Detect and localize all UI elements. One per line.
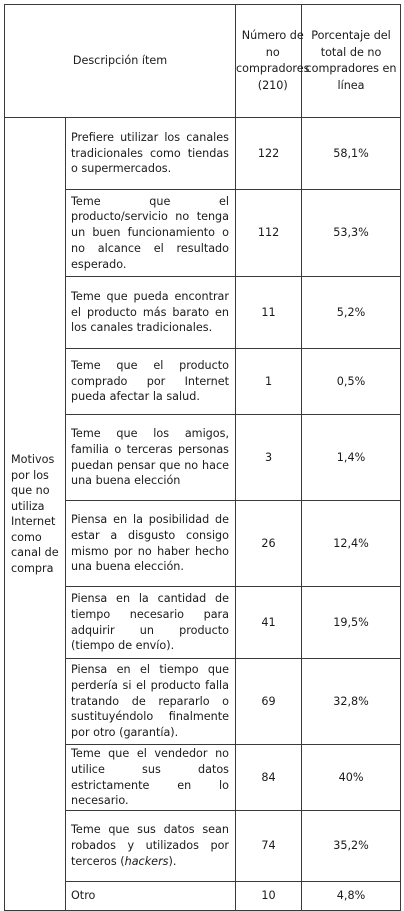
row-description: Teme que el producto comprado por Internet pueda afectar la salud. <box>66 349 236 415</box>
header-count: Número de no compradores (210) <box>236 5 302 118</box>
table-row <box>5 118 401 190</box>
row-count: 84 <box>236 745 302 811</box>
row-count: 11 <box>236 277 302 349</box>
row-count: 26 <box>236 501 302 587</box>
row-count: 41 <box>236 587 302 659</box>
row-percent: 0,5% <box>302 349 401 415</box>
row-description: Teme que el vendedor no utilice sus datos estrictamente en lo necesario. <box>66 745 236 811</box>
row-percent: 4,8% <box>302 882 401 911</box>
row-description: Piensa en el tiempo que perdería si el producto falla tratando de repararlo o sustituyéndolo finalmente por otro (garantía). <box>66 659 236 745</box>
row-percent: 1,4% <box>302 415 401 501</box>
survey-table <box>4 4 401 911</box>
row-count: 10 <box>236 882 302 911</box>
row-percent: 19,5% <box>302 587 401 659</box>
row-percent: 12,4% <box>302 501 401 587</box>
row-count: 74 <box>236 811 302 882</box>
row-description: Teme que los amigos, familia o terceras personas puedan pensar que no hace una buena elección <box>66 415 236 501</box>
header-description: Descripción ítem <box>5 5 236 118</box>
row-description: Otro <box>66 882 236 911</box>
row-description: Piensa en la posibilidad de estar a disgusto consigo mismo por no haber hecho una buena elección. <box>66 501 236 587</box>
row-description: Piensa en la cantidad de tiempo necesario para adquirir un producto (tiempo de envío). <box>66 587 236 659</box>
row-count: 3 <box>236 415 302 501</box>
hackers-italic: hackers <box>124 854 169 868</box>
group-label: Motivos por los que no utiliza Internet como canal de compra <box>5 118 66 911</box>
row-count: 1 <box>236 349 302 415</box>
row-percent: 40% <box>302 745 401 811</box>
header-percent: Porcentaje del total de no compradores en línea <box>302 5 401 118</box>
row-percent: 58,1% <box>302 118 401 190</box>
table-header-row <box>5 5 401 118</box>
row-count: 69 <box>236 659 302 745</box>
row-description: Prefiere utilizar los canales tradicionales como tiendas o supermercados. <box>66 118 236 190</box>
row-percent: 35,2% <box>302 811 401 882</box>
row-description: Teme que sus datos sean robados y utilizados por terceros (hackers). <box>66 811 236 882</box>
row-percent: 5,2% <box>302 277 401 349</box>
row-description: Teme que pueda encontrar el producto más barato en los canales tradicionales. <box>66 277 236 349</box>
row-count: 112 <box>236 190 302 277</box>
row-count: 122 <box>236 118 302 190</box>
row-percent: 32,8% <box>302 659 401 745</box>
row-description: Teme que el producto/servicio no tenga un buen funcionamiento o no alcance el resultado esperado. <box>66 190 236 277</box>
row-percent: 53,3% <box>302 190 401 277</box>
